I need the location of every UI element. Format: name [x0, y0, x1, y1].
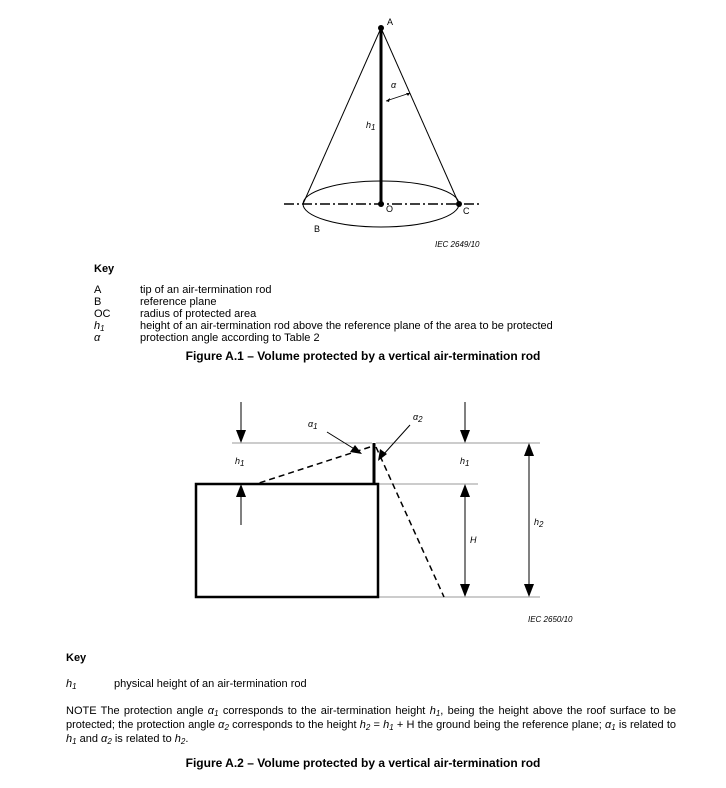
H-arrow-bottom: [460, 584, 470, 597]
h1-left-arrow-bottom-head: [236, 484, 246, 497]
h1-right-arrow-top-head: [460, 430, 470, 443]
point-a: [378, 25, 384, 31]
key-title-1: Key: [94, 263, 115, 275]
label-alpha2: $\alpha_2$: [413, 412, 423, 424]
protection-line-1: [256, 447, 370, 484]
note-paragraph: NOTE The protection angle $\alpha_1$ corresponds to the air-termination height $h_1$, being the height above the roof surface to be protected; the protection angle $\alpha_2$ corresponds to the height $h_2 = h_1 + H$ the ground being the reference plane; $\alpha_1$ is related to $h_1$ and $\alpha_2$ is related to $h_2$.: [66, 705, 677, 746]
label-h2: $h_2$: [534, 517, 544, 529]
cone-left-edge: [303, 28, 381, 204]
key-title-2: Key: [66, 652, 87, 664]
key-symbol: $h_1$: [94, 320, 105, 333]
h1-left-arrow-top-head: [236, 430, 246, 443]
label-h1: $h_1$: [366, 120, 376, 132]
key-symbol: OC: [94, 308, 111, 320]
alpha-arc: [386, 93, 410, 101]
label-H: H: [470, 535, 477, 545]
alpha1-arrowhead: [350, 445, 362, 454]
h2-arrow-bottom: [524, 584, 534, 597]
iec-ref-2: IEC 2650/10: [528, 615, 573, 624]
building: [196, 484, 378, 597]
alpha1-leader: [327, 432, 356, 450]
key-description: radius of protected area: [140, 308, 257, 320]
label-b: B: [314, 224, 321, 234]
key-symbol: $h_1$: [66, 678, 77, 691]
label-c: C: [463, 206, 470, 216]
h2-arrow-top: [524, 443, 534, 456]
alpha2-leader: [383, 425, 410, 455]
cone-right-edge: [381, 28, 459, 204]
label-h1-right: $h_1$: [460, 456, 470, 468]
label-h1-left: $h_1$: [235, 456, 245, 468]
protection-line-2: [376, 447, 444, 597]
point-c: [456, 201, 462, 207]
figure-a2-caption: Figure A.2 – Volume protected by a vertical air-termination rod: [185, 756, 541, 770]
key-symbol: A: [94, 284, 102, 296]
key-description: tip of an air-termination rod: [140, 284, 272, 296]
label-alpha: α: [391, 80, 397, 90]
label-o: O: [386, 204, 394, 214]
label-a: A: [387, 17, 394, 27]
alpha2-arrowhead: [378, 449, 387, 461]
label-alpha1: $\alpha_1$: [308, 419, 318, 431]
key-description: physical height of an air-termination rod: [114, 678, 307, 690]
key-description: height of an air-termination rod above the reference plane of the area to be protected: [140, 320, 553, 332]
alpha-arc-arrow-1: [386, 98, 390, 102]
figure-a1-drawing: [0, 0, 726, 260]
key-description: reference plane: [140, 296, 217, 308]
figure-a1-caption: Figure A.1 – Volume protected by a vertical air-termination rod: [185, 349, 541, 363]
key-symbol: B: [94, 296, 102, 308]
point-o: [378, 201, 384, 207]
key-symbol: α: [94, 332, 101, 344]
key-description: protection angle according to Table 2: [140, 332, 320, 344]
H-arrow-top: [460, 484, 470, 497]
iec-ref-1: IEC 2649/10: [435, 240, 480, 249]
